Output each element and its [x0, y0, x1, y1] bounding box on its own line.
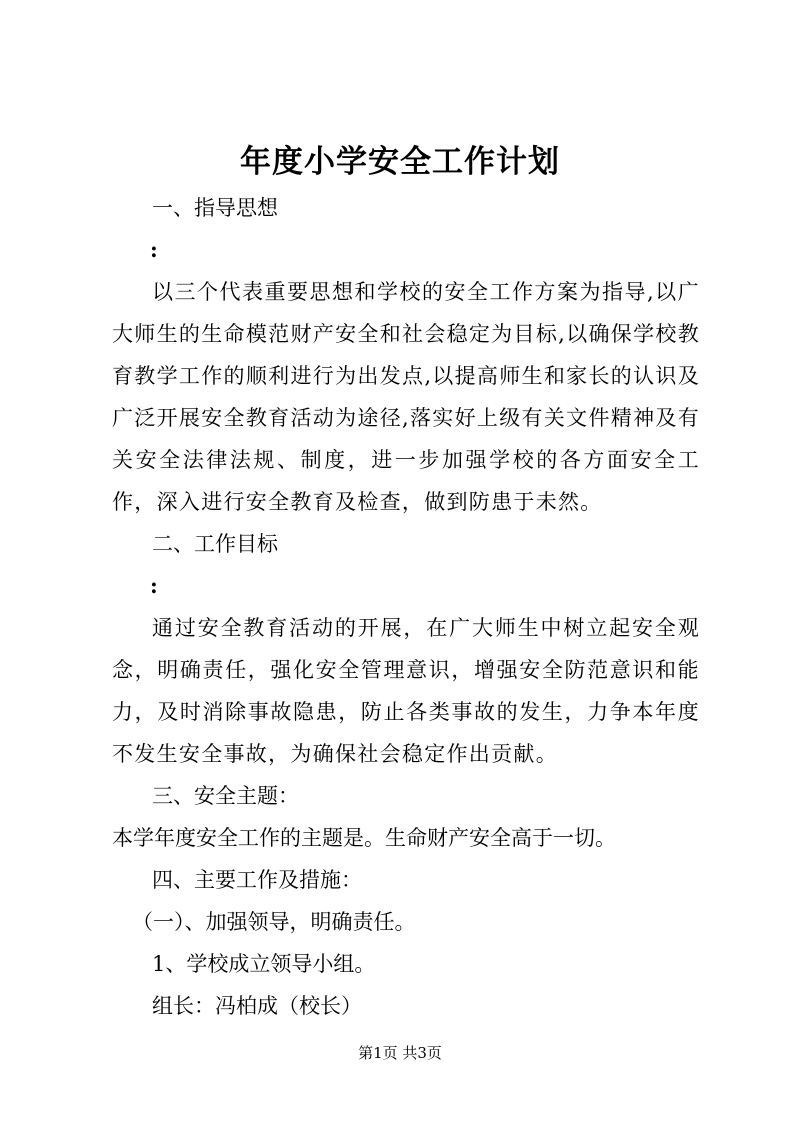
section-heading-guiding-thought: 一、指导思想	[152, 196, 278, 220]
section-heading-main-measures: 四、主要工作及措施：	[152, 868, 362, 892]
paragraph-guiding-thought: 以三个代表重要思想和学校的安全工作方案为指导,以广大师生的生命模范财产安全和社会稳定为目标,以确保学校教育教学工作的顺利进行为出发点,以提高师生和家长的认识及广泛开展安全教育活动为途径,落实好上级有关文件精神及有关安全法律法规、制度，进一步加强学校的各方面安全工作，深入进行安全教育及检查，做到防患于未然。	[112, 280, 700, 514]
sub-heading-leadership: （一）、加强领导，明确责任。	[132, 910, 416, 934]
section-colon: :	[150, 573, 158, 598]
list-item-leading-group: 1、学校成立领导小组。	[152, 952, 376, 976]
safety-theme-text: 本学年度安全工作的主题是。生命财产安全高于一切。	[112, 826, 616, 850]
section-heading-safety-theme: 三、安全主题：	[152, 784, 299, 808]
document-title: 年度小学安全工作计划	[240, 144, 560, 180]
page-footer: 第1页 共3页	[358, 1044, 442, 1062]
paragraph-work-goals: 通过安全教育活动的开展，在广大师生中树立起安全观念，明确责任，强化安全管理意识，增强安全防范意识和能力，及时消除事故隐患，防止各类事故的发生，力争本年度不发生安全事故，为确保社会稳定作出贡献。	[112, 616, 700, 766]
section-colon: :	[150, 237, 158, 262]
document-body	[112, 187, 700, 1027]
leader-line: 组长：冯柏成（校长）	[152, 994, 362, 1018]
section-heading-work-goals: 二、工作目标	[152, 532, 278, 556]
